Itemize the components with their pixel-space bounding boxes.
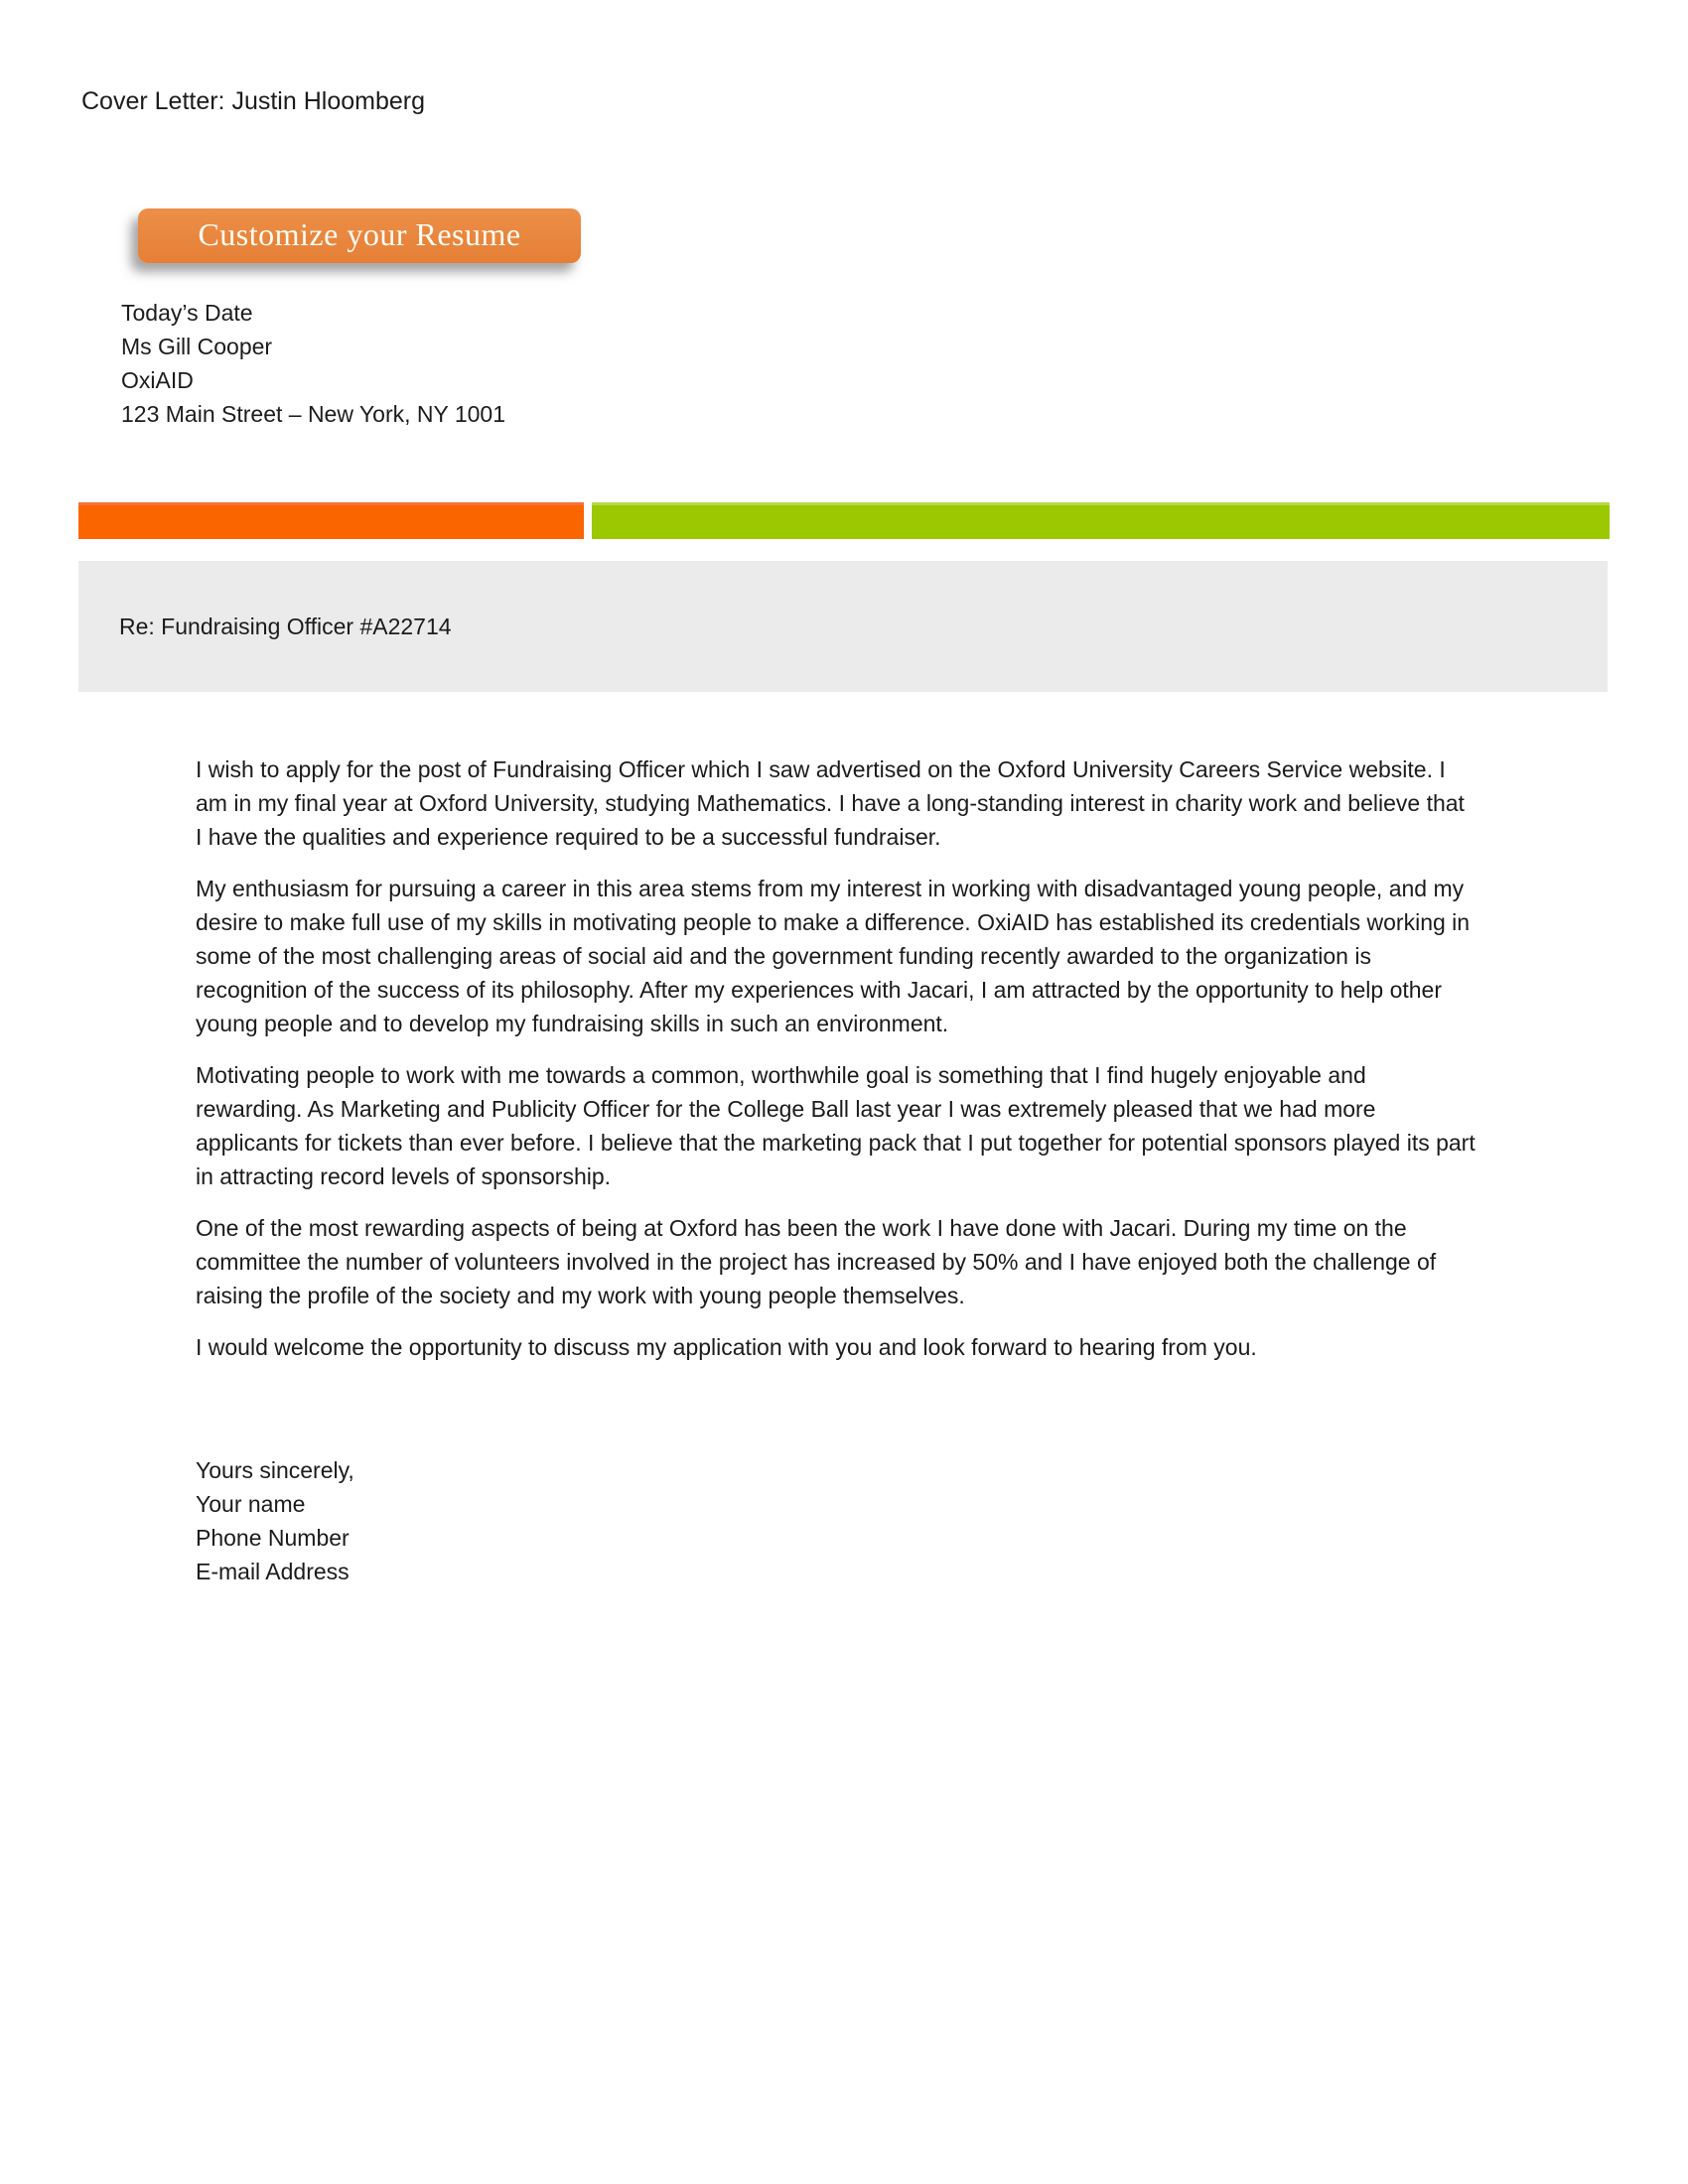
letter-body [196, 752, 1477, 1382]
sender-name-placeholder: Your name [196, 1491, 306, 1517]
date-line: Today’s Date [121, 300, 253, 326]
closing-line: Yours sincerely, [196, 1457, 354, 1483]
green-divider-bar [592, 502, 1610, 539]
letter-paragraph: My enthusiasm for pursuing a career in this area stems from my interest in working with disadvantaged young people, and my desire to make full use of my skills in motivating people to make a difference. OxiAID has established its credentials working in some of the most challenging areas of social aid and the government funding recently awarded to the organization is recognition of the success of its philosophy. After my experiences with Jacari, I am attracted by the opportunity to help other young people and to develop my fundraising skills in such an environment. [196, 876, 1471, 1036]
orange-divider-bar [78, 502, 584, 539]
sender-phone-placeholder: Phone Number [196, 1525, 350, 1551]
recipient-company: OxiAID [121, 367, 194, 393]
letter-paragraph: Motivating people to work with me towards a common, worthwhile goal is something that I find hugely enjoyable and rewarding. As Marketing and Publicity Officer for the College Ball last year I was extremely pleased that we had more applicants for tickets than ever before. I believe that the marketing pack that I put together for potential sponsors played its part in attracting record levels of sponsorship. [196, 1062, 1476, 1189]
subject-box [78, 561, 1608, 692]
letter-paragraph: One of the most rewarding aspects of being at Oxford has been the work I have done with Jacari. During my time on the committee the number of volunteers involved in the project has increased by 50% and I have enjoyed both the challenge of raising the profile of the society and my work with young people themselves. [196, 1215, 1437, 1308]
recipient-address: 123 Main Street – New York, NY 1001 [121, 401, 505, 427]
sender-email-placeholder: E-mail Address [196, 1559, 350, 1584]
recipient-name: Ms Gill Cooper [121, 334, 273, 359]
letter-paragraph: I would welcome the opportunity to discuss my application with you and look forward to hearing from you. [196, 1334, 1257, 1360]
customize-resume-button[interactable]: Customize your Resume [138, 208, 581, 263]
recipient-block [121, 296, 505, 431]
letter-paragraph: I wish to apply for the post of Fundraising Officer which I saw advertised on the Oxford University Careers Service website. I am in my final year at Oxford University, studying Mathematics. I have a long-standing interest in charity work and believe that I have the qualities and experience required to be a successful fundraiser. [196, 756, 1465, 850]
page-title: Cover Letter: Justin Hloomberg [81, 87, 425, 115]
subject-line: Re: Fundraising Officer #A22714 [119, 613, 452, 639]
signature-block [196, 1453, 354, 1588]
